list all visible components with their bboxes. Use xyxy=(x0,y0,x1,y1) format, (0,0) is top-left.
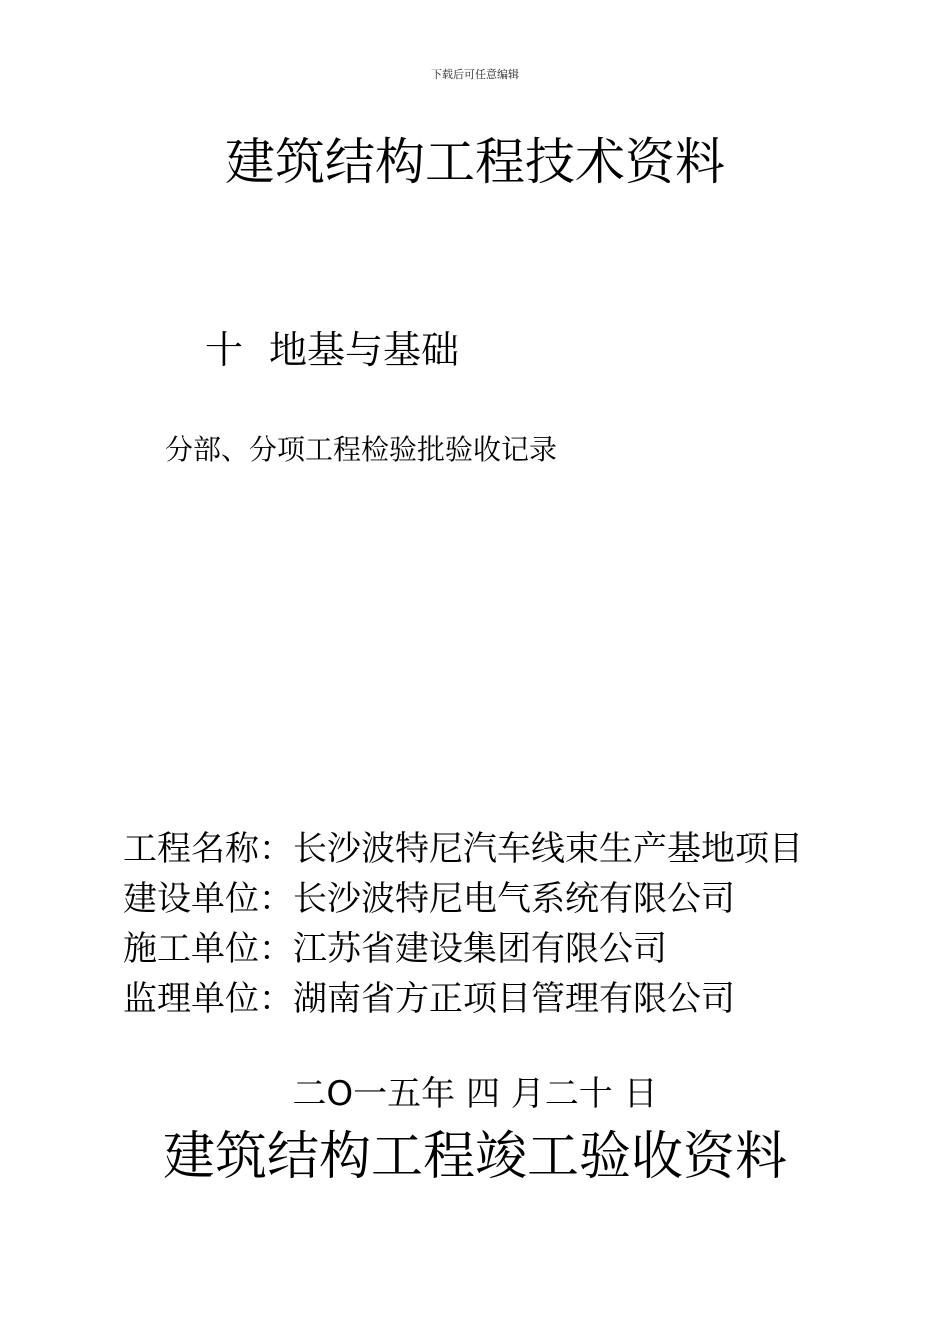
info-value: 江苏省建设集团有限公司 xyxy=(293,929,667,969)
info-value: 长沙波特尼电气系统有限公司 xyxy=(293,879,735,919)
info-label: 工程名称 xyxy=(123,829,259,869)
section-title: 地基与基础 xyxy=(269,328,460,372)
section-number: 十 xyxy=(205,328,244,372)
main-title: 建筑结构工程技术资料 xyxy=(225,133,725,191)
info-label: 监理单位 xyxy=(123,979,259,1019)
info-label: 建设单位 xyxy=(123,879,259,919)
info-label: 施工单位 xyxy=(123,929,259,969)
footer-title: 建筑结构工程竣工验收资料 xyxy=(162,1127,787,1187)
info-separator: ： xyxy=(259,829,293,869)
info-separator: ： xyxy=(259,979,293,1019)
record-subtitle: 分部、分项工程检验批验收记录 xyxy=(165,433,558,466)
info-value: 湖南省方正项目管理有限公司 xyxy=(293,979,735,1019)
builder-unit-row xyxy=(123,874,803,924)
project-name-row xyxy=(123,824,803,874)
header-note: 下载后可任意编辑 xyxy=(431,68,519,81)
info-separator: ： xyxy=(259,879,293,919)
info-value: 长沙波特尼汽车线束生产基地项目 xyxy=(293,829,803,869)
construction-unit-row xyxy=(123,924,803,974)
document-date: 二O一五年 四 月二十 日 xyxy=(292,1074,658,1114)
supervision-unit-row xyxy=(123,974,803,1024)
section-heading xyxy=(205,325,459,375)
info-separator: ： xyxy=(259,929,293,969)
project-info xyxy=(123,824,803,1024)
